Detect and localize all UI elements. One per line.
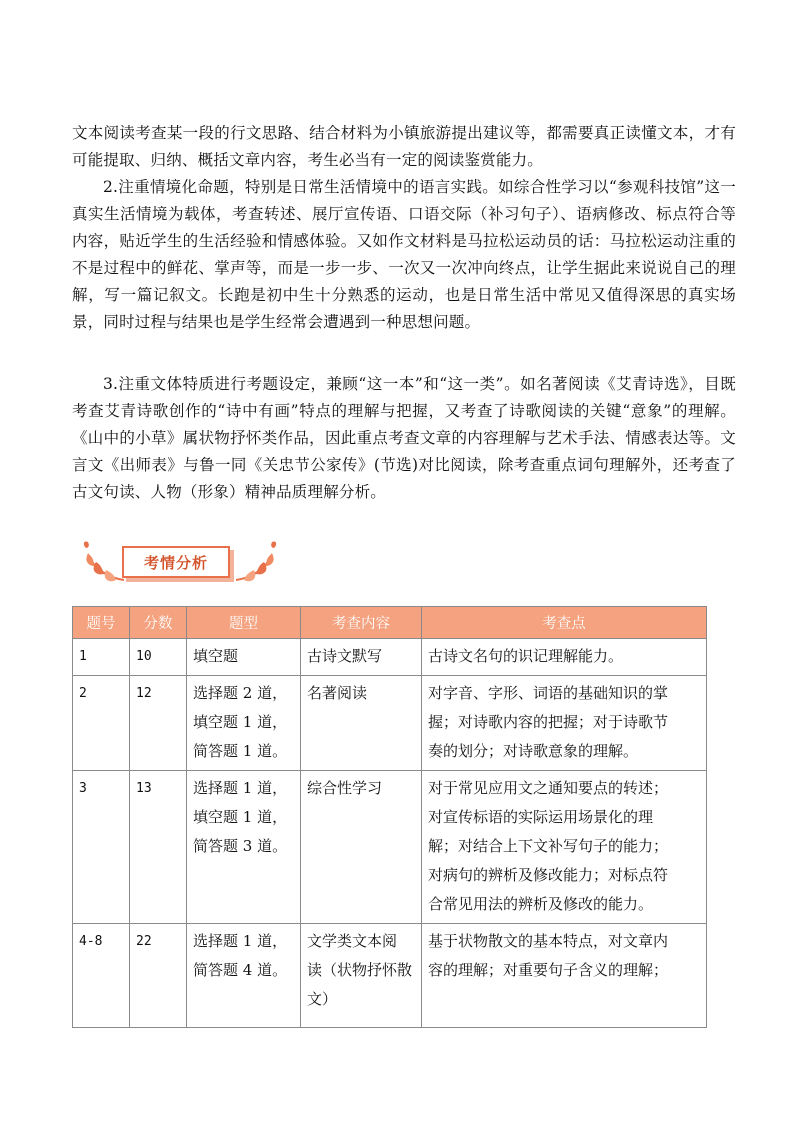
cell-number: 1	[73, 639, 130, 676]
header-type: 题型	[187, 607, 301, 639]
cell-line: 对于常见应用文之通知要点的转述；	[428, 779, 669, 797]
paragraph-point-3: 3.注重文体特质进行考题设定，兼顾“这一本”和“这一类”。如名著阅读《艾青诗选》，目既考查艾青诗歌创作的“诗中有画”特点的理解与把握，又考查了诗歌阅读的关键“意象”的理解。《山中的小草》属状物抒怀类作品，因此重点考查文章的内容理解与艺术手法、情感表达等。文言文《出师表》与鲁一同《关忠节公家传》(节选)对比阅读，除考查重点词句理解外，还考查了古文句读、人物（形象）精神品质理解分析。	[72, 375, 736, 501]
cell-line: 选择题 2 道，	[193, 684, 288, 702]
cell-point	[422, 771, 707, 924]
cell-score: 13	[130, 771, 187, 924]
cell-type	[187, 924, 301, 1028]
cell-line: 合常见用法的辨析及修改的能力。	[428, 895, 654, 913]
section-title: 考情分析	[143, 553, 208, 572]
cell-point	[422, 924, 707, 1028]
paragraph-point-2: 2.注重情境化命题，特别是日常生活情境中的语言实践。如综合性学习以“参观科技馆”这一真实生活情境为载体，考查转述、展厅宣传语、口语交际（补习句子）、语病修改、标点符合等内容，贴近学生的生活经验和情感体验。又如作文材料是马拉松运动员的话：马拉松运动注重的不是过程中的鲜花、掌声等，而是一步一步、一次又一次冲向终点，让学生据此来说说自己的理解，写一篇记叙文。长跑是初中生十分熟悉的运动，也是日常生活中常见又值得深思的真实场景，同时过程与结果也是学生经常会遭遇到一种思想问题。	[72, 178, 736, 331]
cell-line: 容的理解；对重要句子含义的理解；	[428, 961, 669, 979]
cell-line: 对病句的辨析及修改能力；对标点符	[428, 866, 669, 884]
cell-line: 解；对结合上下文补写句子的能力；	[428, 837, 669, 855]
header-point: 考查点	[422, 607, 707, 639]
cell-line: 对宣传标语的实际运用场景化的理	[428, 808, 654, 826]
table-row	[73, 639, 707, 676]
cell-line: 文学类文本阅	[307, 932, 398, 950]
cell-score: 22	[130, 924, 187, 1028]
cell-content	[301, 639, 422, 676]
cell-line: 选择题 1 道，	[193, 779, 288, 797]
header-content: 考查内容	[301, 607, 422, 639]
cell-line: 文）	[307, 990, 338, 1008]
cell-line: 填空题	[193, 647, 239, 665]
cell-score: 10	[130, 639, 187, 676]
cell-score: 12	[130, 676, 187, 771]
cell-line: 选择题 1 道，	[193, 932, 288, 950]
cell-line: 奏的划分；对诗歌意象的理解。	[428, 742, 639, 760]
section-title-box	[122, 546, 230, 578]
header-number: 题号	[73, 607, 130, 639]
section-banner	[80, 540, 280, 588]
cell-line: 握；对诗歌内容的把握；对于诗歌节	[428, 713, 669, 731]
cell-line: 简答题 1 道。	[193, 742, 288, 760]
cell-type	[187, 771, 301, 924]
cell-line: 古诗文名句的识记理解能力。	[428, 647, 624, 665]
cell-line: 简答题 4 道。	[193, 961, 288, 979]
cell-line: 基于状物散文的基本特点，对文章内	[428, 932, 669, 950]
cell-line: 填空题 1 道，	[193, 808, 288, 826]
cell-line: 填空题 1 道，	[193, 713, 288, 731]
cell-content	[301, 676, 422, 771]
table-row	[73, 924, 707, 1028]
cell-line: 对字音、字形、词语的基础知识的掌	[428, 684, 669, 702]
cell-content	[301, 771, 422, 924]
cell-line: 读（状物抒怀散	[307, 961, 413, 979]
table-row	[73, 771, 707, 924]
right-leaf-icon	[232, 540, 280, 588]
cell-number: 4-8	[73, 924, 130, 1028]
cell-line: 名著阅读	[307, 684, 368, 702]
left-leaf-icon	[80, 540, 128, 588]
cell-line: 古诗文默写	[307, 647, 383, 665]
cell-line: 简答题 3 道。	[193, 837, 288, 855]
cell-number: 3	[73, 771, 130, 924]
cell-point	[422, 639, 707, 676]
cell-content	[301, 924, 422, 1028]
table-header-row	[73, 607, 707, 639]
header-score: 分数	[130, 607, 187, 639]
cell-line: 综合性学习	[307, 779, 383, 797]
cell-type	[187, 639, 301, 676]
paragraph-intro: 文本阅读考查某一段的行文思路、结合材料为小镇旅游提出建议等，都需要真正读懂文本，才有可能提取、归纳、概括文章内容，考生必当有一定的阅读鉴赏能力。	[72, 124, 736, 169]
cell-type	[187, 676, 301, 771]
exam-analysis-table	[72, 606, 707, 1028]
cell-point	[422, 676, 707, 771]
cell-number: 2	[73, 676, 130, 771]
table-row	[73, 676, 707, 771]
